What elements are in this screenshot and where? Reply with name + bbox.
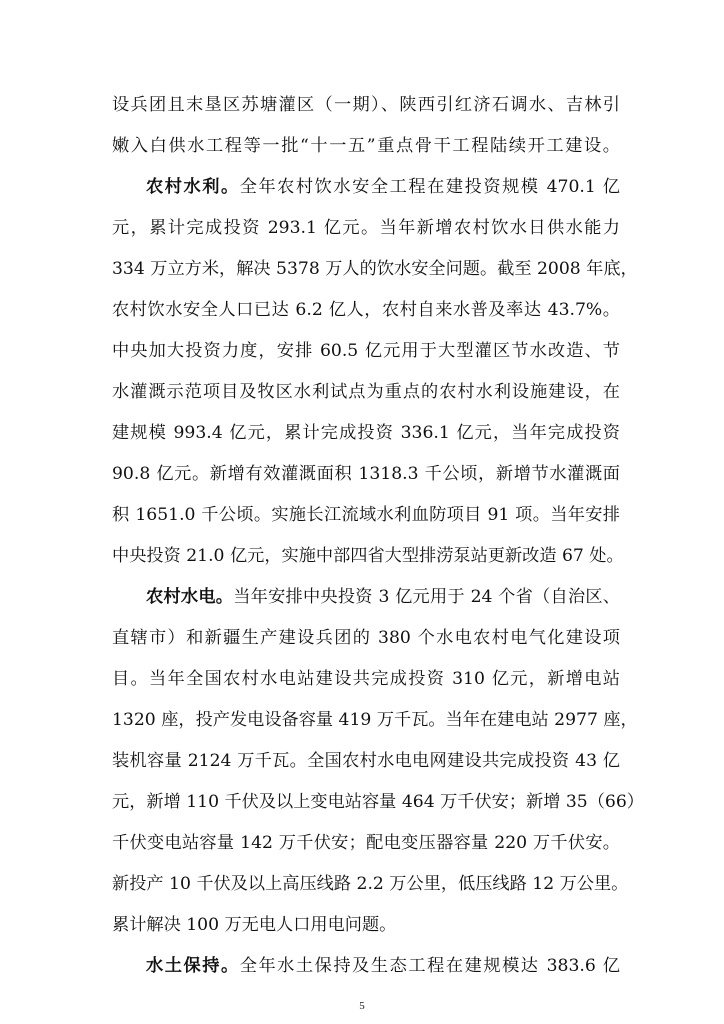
paragraph-line: 334 万立方米，解决 5378 万人的饮水安全问题。截至 2008 年底，: [112, 259, 638, 279]
paragraph-line: 累计解决 100 万无电人口用电问题。: [112, 915, 397, 935]
section-heading-soil-water-conservation: 水土保持。: [146, 956, 240, 976]
paragraph-line: 1320 座，投产发电设备容量 419 万千瓦。当年在建电站 2977 座，: [112, 710, 638, 730]
paragraph-line: 90.8 亿元。新增有效灌溉面积 1318.3 千公顷，新增节水灌溉面: [112, 464, 620, 484]
paragraph-line: 元，累计完成投资 293.1 亿元。当年新增农村饮水日供水能力: [112, 218, 620, 238]
paragraph-line: 建规模 993.4 亿元，累计完成投资 336.1 亿元，当年完成投资: [112, 423, 620, 443]
paragraph-line: [146, 170, 620, 204]
paragraph-line: 千伏变电站容量 142 万千伏安；配电变压器容量 220 万千伏安。: [112, 833, 620, 853]
paragraph-line: 装机容量 2124 万千瓦。全国农村水电电网建设共完成投资 43 亿: [112, 751, 620, 771]
section-heading-rural-water-conservancy: 农村水利。: [146, 177, 240, 197]
paragraph-line: 直辖市）和新疆生产建设兵团的 380 个水电农村电气化建设项: [112, 628, 620, 648]
paragraph-text: 全年农村饮水安全工程在建投资规模 470.1 亿: [239, 177, 620, 197]
section-heading-rural-hydropower: 农村水电。: [146, 587, 234, 607]
paragraph-line: [146, 949, 620, 983]
paragraph-line: [146, 580, 620, 614]
paragraph-line: 目。当年全国农村水电站建设共完成投资 310 亿元，新增电站: [112, 669, 620, 689]
page-number: 5: [359, 1000, 365, 1012]
paragraph-line: 新投产 10 千伏及以上高压线路 2.2 万公里，低压线路 12 万公里。: [112, 874, 629, 894]
paragraph-line: 设兵团且末垦区苏塘灌区（一期）、陕西引红济石调水、吉林引: [112, 95, 620, 115]
paragraph-text: 全年水土保持及生态工程在建规模达 383.6 亿: [239, 956, 620, 976]
paragraph-line: 农村饮水安全人口已达 6.2 亿人，农村自来水普及率达 43.7%。: [112, 300, 620, 320]
paragraph-line: 嫩入白供水工程等一批“十一五”重点骨干工程陆续开工建设。: [112, 136, 620, 156]
paragraph-line: 中央投资 21.0 亿元，实施中部四省大型排涝泵站更新改造 67 处。: [112, 546, 624, 566]
paragraph-line: 中央加大投资力度，安排 60.5 亿元用于大型灌区节水改造、节: [112, 341, 620, 361]
paragraph-line: 水灌溉示范项目及牧区水利试点为重点的农村水利设施建设，在: [112, 382, 620, 402]
paragraph-line: 积 1651.0 千公顷。实施长江流域水利血防项目 91 项。当年安排: [112, 505, 620, 525]
paragraph-text: 当年安排中央投资 3 亿元用于 24 个省（自治区、: [233, 587, 620, 607]
paragraph-line: 元，新增 110 千伏及以上变电站容量 464 万千伏安；新增 35（66）: [112, 792, 644, 812]
